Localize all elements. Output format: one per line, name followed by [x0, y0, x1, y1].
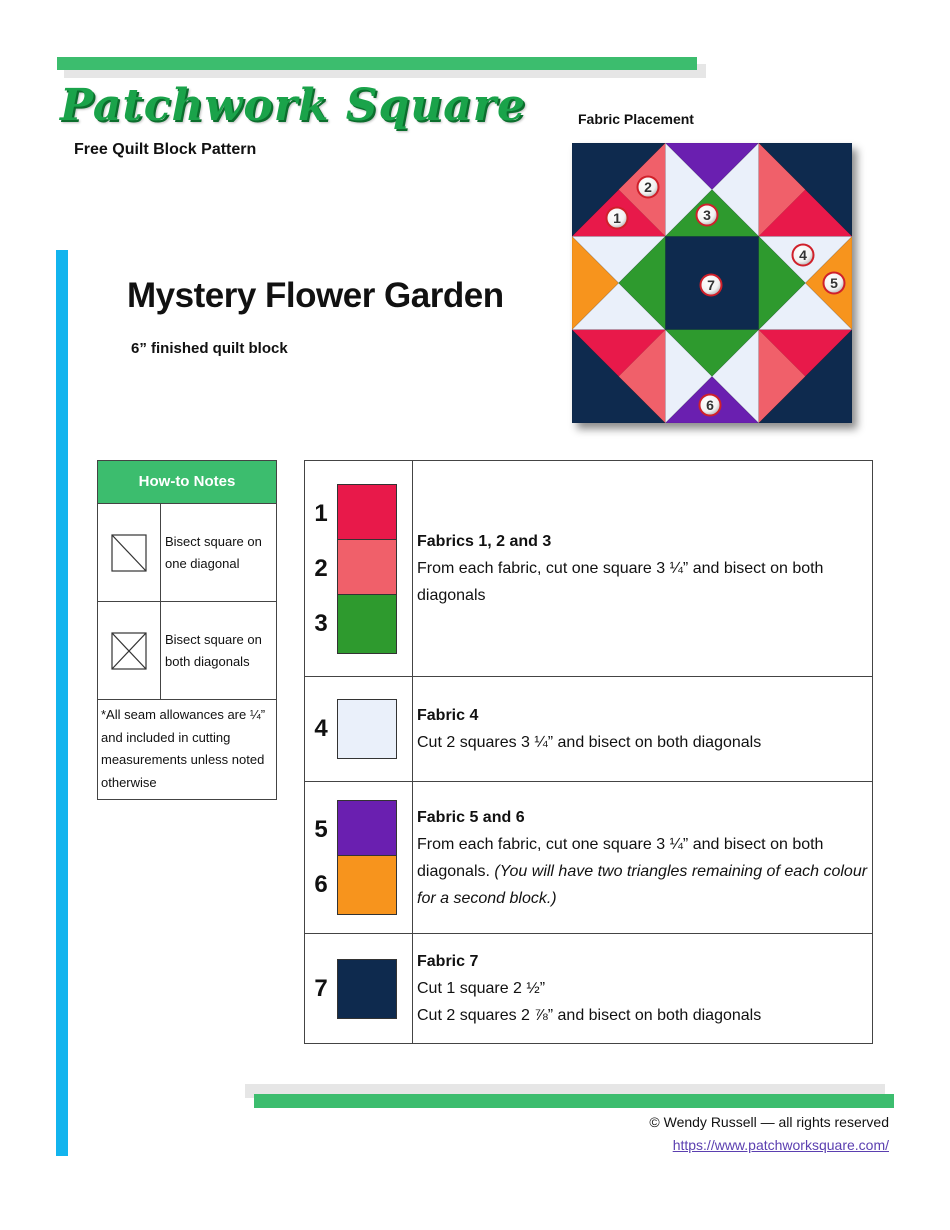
fabric-heading: Fabric 4	[417, 707, 479, 724]
swatch-column	[305, 934, 413, 1043]
placement-number: 2	[644, 179, 652, 195]
note-row-both-diagonals	[98, 602, 276, 700]
fabric-heading: Fabric 7	[417, 953, 479, 970]
placement-number: 5	[830, 275, 838, 291]
note-row-one-diagonal	[98, 504, 276, 602]
placement-number: 1	[613, 210, 621, 226]
bottom-accent-bar	[254, 1094, 894, 1108]
fabric-heading: Fabrics 1, 2 and 3	[417, 533, 552, 550]
fabric-number: 1	[314, 499, 328, 527]
placement-number: 4	[799, 247, 807, 263]
note-text: Bisect square on one diagonal	[165, 533, 262, 571]
finished-size: 6” finished quilt block	[131, 340, 288, 357]
fabric-number: 2	[314, 554, 328, 582]
cutting-instructions	[413, 677, 872, 781]
placement-number: 6	[706, 397, 714, 413]
quilt-block-diagram	[572, 143, 852, 423]
cutting-instructions	[413, 782, 872, 933]
cutting-instructions	[413, 934, 872, 1043]
fabric-number: 7	[314, 974, 328, 1002]
placement-number: 3	[703, 207, 711, 223]
fabric-row-5-6	[305, 782, 872, 934]
fabric-row-4	[305, 677, 872, 782]
page-subtitle: Free Quilt Block Pattern	[74, 141, 257, 158]
how-to-notes-heading: How-to Notes	[98, 461, 276, 504]
pattern-title: Mystery Flower Garden	[127, 276, 504, 315]
cutting-line: Cut 1 square 2 ½”	[417, 980, 546, 997]
cutting-line: Cut 2 squares 2 ⅞” and bisect on both diagonals	[417, 1007, 762, 1024]
cutting-note: (You will have two triangles remaining of each colour for a second block.)	[417, 862, 868, 907]
how-to-notes-box	[97, 460, 277, 800]
single-diagonal-icon	[98, 504, 161, 601]
copyright-notice: © Wendy Russell — all rights reserved	[649, 1114, 889, 1130]
top-accent-bar	[57, 57, 697, 70]
cutting-instructions	[413, 461, 872, 676]
website-link[interactable]: https://www.patchworksquare.com/	[672, 1137, 889, 1153]
fabric-row-7	[305, 934, 872, 1043]
fabric-swatch-7	[337, 959, 397, 1019]
fabric-swatch-6	[337, 855, 397, 915]
fabric-swatch-5	[337, 800, 397, 860]
left-accent-bar	[56, 250, 68, 1156]
fabric-swatch-3	[337, 594, 397, 654]
cutting-line: Cut 2 squares 3 ¼” and bisect on both diagonals	[417, 734, 762, 751]
fabric-heading: Fabric 5 and 6	[417, 808, 525, 826]
note-text: Bisect square on both diagonals	[165, 631, 262, 669]
fabric-number: 3	[314, 609, 328, 637]
fabric-number: 4	[314, 715, 328, 742]
swatch-column	[305, 782, 413, 933]
fabric-swatch-1	[337, 484, 397, 544]
fabric-placement-label: Fabric Placement	[578, 111, 694, 127]
fabric-swatch-2	[337, 539, 397, 599]
swatch-column	[305, 461, 413, 676]
cutting-line	[417, 831, 868, 912]
cutting-line-text: From each fabric, cut one square 3 ¼” and bisect on both diagonals.	[417, 835, 824, 880]
cutting-line: From each fabric, cut one square 3 ¼” and bisect on both diagonals	[417, 560, 824, 604]
seam-allowance-note: *All seam allowances are ¼” and included in cutting measurements unless noted otherwise	[101, 707, 266, 790]
fabric-row-1-2-3	[305, 461, 872, 677]
swatch-column	[305, 677, 413, 781]
fabric-cutting-table	[304, 460, 873, 1044]
fabric-swatch-4	[337, 699, 397, 759]
placement-number: 7	[707, 277, 715, 293]
double-diagonal-icon	[98, 602, 161, 699]
site-logo: Patchwork Square	[60, 80, 526, 131]
fabric-number: 5	[314, 816, 328, 843]
fabric-number: 6	[314, 871, 328, 898]
